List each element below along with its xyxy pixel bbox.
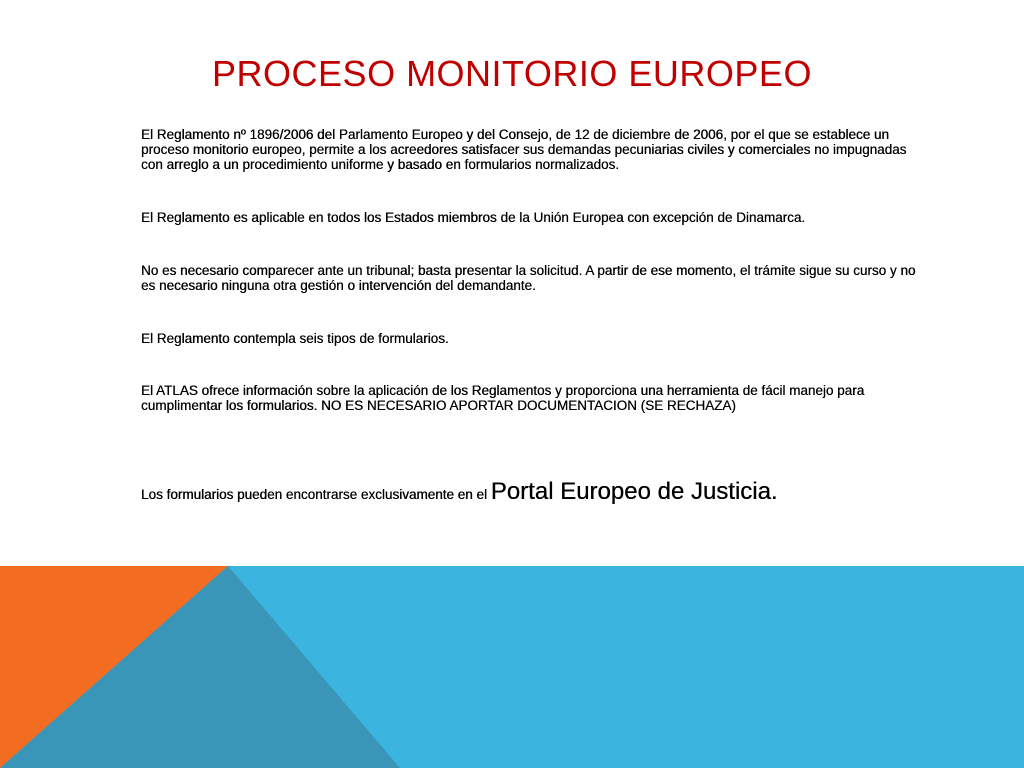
paragraph-procedure: No es necesario comparecer ante un tribunal; basta presentar la solicitud. A partir de ese momento, el trámite sigue su curso y no es necesario ninguna otra gestión o intervención del demandante. (141, 263, 916, 293)
paragraph-forms: El Reglamento contempla seis tipos de formularios. (141, 331, 449, 346)
paragraph-portal (141, 478, 941, 506)
paragraph-scope: El Reglamento es aplicable en todos los Estados miembros de la Unión Europea con excepción de Dinamarca. (141, 210, 806, 225)
portal-link-text: Portal Europeo de Justicia. (490, 478, 778, 505)
portal-prefix-text: Los formularios pueden encontrarse exclusivamente en el (141, 487, 491, 502)
decorative-footer-band (0, 566, 1024, 768)
paragraph-atlas: El ATLAS ofrece información sobre la aplicación de los Reglamentos y proporciona una herramienta de fácil manejo para cumplimentar los formularios. NO ES NECESARIO APORTAR DOCUMENTACION (SE RECHAZA) (141, 383, 865, 413)
paragraph-regulation: El Reglamento nº 1896/2006 del Parlamento Europeo y del Consejo, de 12 de diciembre de 2006, por el que se establece un proceso monitorio europeo, permite a los acreedores satisfacer sus demandas pecuniarias civiles y comerciales no impugnadas con arreglo a un procedimiento uniforme y basado en formularios normalizados. (141, 127, 907, 172)
slide-title: PROCESO MONITORIO EUROPEO (212, 53, 812, 94)
